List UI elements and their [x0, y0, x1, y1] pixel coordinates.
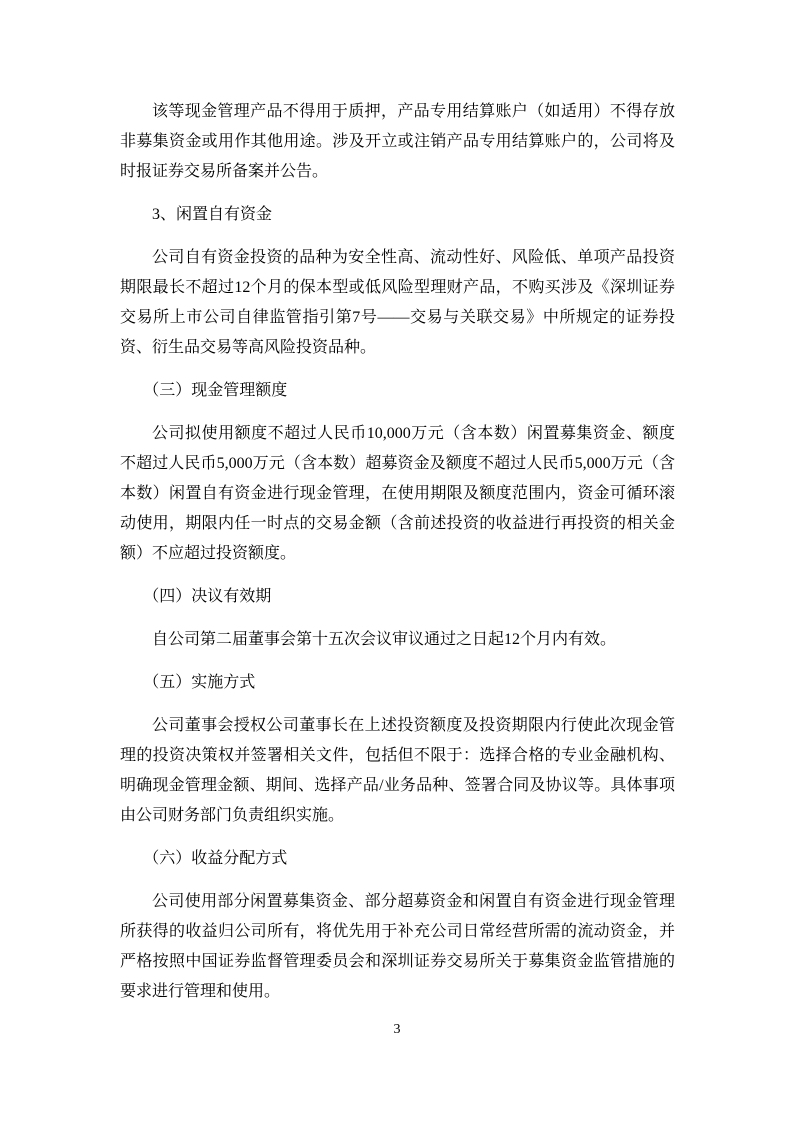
paragraph-income-usage: 公司使用部分闲置募集资金、部分超募资金和闲置自有资金进行现金管理所获得的收益归公司所有，将优先用于补充公司日常经营所需的流动资金，并严格按照中国证券监督管理委员会和深圳证券交易所关于募集资金监管措施的要求进行管理和使用。	[120, 893, 675, 1000]
heading-resolution-validity: （四）决议有效期	[143, 588, 272, 605]
heading-implementation-method: （五）实施方式	[143, 674, 256, 691]
paragraph-own-funds-investment-scope: 公司自有资金投资的品种为安全性高、流动性好、风险低、单项产品投资期限最长不超过12个月的保本型或低风险型理财产品，不购买涉及《深圳证券交易所上市公司自律监管指引第7号——交易与关联交易》中所规定的证券投资、衍生品交易等高风险投资品种。	[120, 249, 675, 356]
paragraph-implementation-details: 公司董事会授权公司董事长在上述投资额度及投资期限内行使此次现金管理的投资决策权并签署相关文件，包括但不限于：选择合格的专业金融机构、明确现金管理金额、期间、选择产品/业务品种、签署合同及协议等。具体事项由公司财务部门负责组织实施。	[120, 717, 675, 824]
paragraph-quota-details: 公司拟使用额度不超过人民币10,000万元（含本数）闲置募集资金、额度不超过人民币5,000万元（含本数）超募资金及额度不超过人民币5,000万元（含本数）闲置自有资金进行现金管理，在使用期限及额度范围内，资金可循环滚动使用，期限内任一时点的交易金额（含前述投资的收益进行再投资的相关金额）不应超过投资额度。	[120, 425, 675, 562]
paragraph-validity-period: 自公司第二届董事会第十五次会议审议通过之日起12个月内有效。	[152, 631, 617, 648]
heading-income-distribution: （六）收益分配方式	[143, 850, 288, 867]
heading-idle-own-funds: 3、闲置自有资金	[152, 206, 273, 223]
paragraph-cash-product-restrictions: 该等现金管理产品不得用于质押，产品专用结算账户（如适用）不得存放非募集资金或用作其他用途。涉及开立或注销产品专用结算账户的，公司将及时报证券交易所备案并公告。	[120, 103, 675, 180]
page-number: 3	[393, 1022, 401, 1037]
heading-cash-management-quota: （三）现金管理额度	[143, 382, 288, 399]
